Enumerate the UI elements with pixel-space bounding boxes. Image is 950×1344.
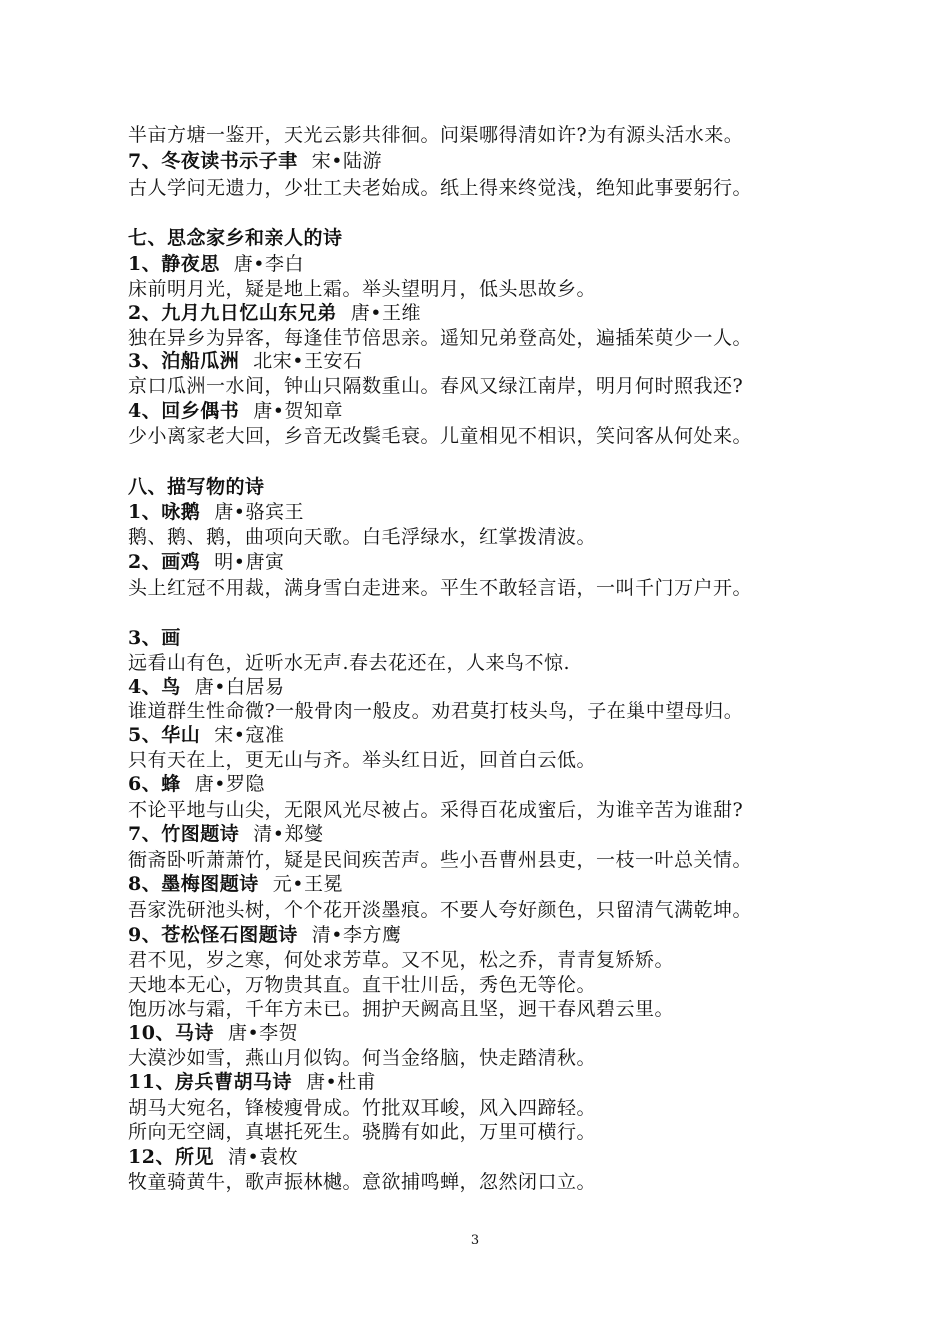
poem-author: 清•李方鹰 xyxy=(311,924,402,946)
poem-title: 9、苍松怪石图题诗 xyxy=(128,924,298,946)
poem-heading xyxy=(128,251,304,277)
poem-verse: 吾家洗研池头树，个个花开淡墨痕。不要人夸好颜色，只留清气满乾坤。 xyxy=(128,899,753,921)
section-heading: 七、思念家乡和亲人的诗 xyxy=(128,227,343,249)
poem-author: 宋•寇准 xyxy=(214,724,285,746)
poem-author: 清•袁枚 xyxy=(227,1146,299,1168)
poem-heading xyxy=(128,398,343,424)
poem-heading xyxy=(128,625,181,651)
poem-author: 唐•白居易 xyxy=(194,676,285,698)
poem-author: 唐•李白 xyxy=(233,253,304,275)
poem-verse: 独在异乡为异客，每逢佳节倍思亲。遥知兄弟登高处，遍插茱萸少一人。 xyxy=(128,327,753,349)
poem-verse: 君不见，岁之寒，何处求芳草。又不见，松之乔，青青复矫矫。 xyxy=(128,949,675,971)
poem-author: 明•唐寅 xyxy=(214,551,285,573)
poem-verse: 只有天在上，更无山与齐。举头红日近，回首白云低。 xyxy=(128,749,597,771)
poem-heading xyxy=(128,300,421,326)
poem-verse: 少小离家老大回，乡音无改鬓毛衰。儿童相见不相识，笑问客从何处来。 xyxy=(128,425,753,447)
poem-verse: 衙斋卧听萧萧竹，疑是民间疾苦声。些小吾曹州县吏，一枝一叶总关情。 xyxy=(128,849,753,871)
poem-verse: 天地本无心，万物贵其直。直干壮川岳，秀色无等伦。 xyxy=(128,974,597,996)
poem-title: 7、冬夜读书示子聿 xyxy=(128,150,298,172)
poem-author: 北宋•王安石 xyxy=(253,350,363,372)
poem-verse: 胡马大宛名，锋棱瘦骨成。竹批双耳峻，风入四蹄轻。 xyxy=(128,1097,597,1119)
poem-verse: 床前明月光，疑是地上霜。举头望明月，低头思故乡。 xyxy=(128,278,597,300)
poem-heading xyxy=(128,821,323,847)
poem-author: 清•郑燮 xyxy=(253,823,324,845)
page-number: 3 xyxy=(470,1233,480,1248)
section-heading: 八、描写物的诗 xyxy=(128,476,265,498)
poem-title: 2、画鸡 xyxy=(128,551,201,573)
poem-heading xyxy=(128,1020,298,1046)
poem-title: 2、九月九日忆山东兄弟 xyxy=(128,302,337,324)
poem-verse: 牧童骑黄牛，歌声振林樾。意欲捕鸣蝉，忽然闭口立。 xyxy=(128,1171,597,1193)
poem-heading xyxy=(128,922,401,948)
poem-title: 11、房兵曹胡马诗 xyxy=(128,1071,292,1093)
poem-heading xyxy=(128,148,382,174)
poem-author: 宋•陆游 xyxy=(311,150,382,172)
poem-title: 8、墨梅图题诗 xyxy=(128,873,259,895)
poem-author: 唐•李贺 xyxy=(227,1022,299,1044)
poem-heading xyxy=(128,722,284,748)
poem-author: 唐•杜甫 xyxy=(305,1071,377,1093)
poem-author: 唐•骆宾王 xyxy=(214,501,304,523)
poem-title: 3、泊船瓜洲 xyxy=(128,350,240,372)
poem-title: 10、马诗 xyxy=(128,1022,214,1044)
poem-heading xyxy=(128,871,343,897)
poem-verse: 饱历冰与霜，千年方未已。拥护天阙高且坚，迥干春风碧云里。 xyxy=(128,998,675,1020)
poem-author: 元•王冕 xyxy=(272,873,343,895)
poem-title: 1、咏鹅 xyxy=(128,501,201,523)
poem-heading xyxy=(128,499,304,525)
poem-author: 唐•贺知章 xyxy=(253,400,343,422)
poem-title: 12、所见 xyxy=(128,1146,214,1168)
poem-title: 1、静夜思 xyxy=(128,253,220,275)
poem-heading xyxy=(128,674,284,700)
poem-heading xyxy=(128,1144,298,1170)
poem-verse: 远看山有色，近听水无声.春去花还在，人来鸟不惊. xyxy=(128,652,571,674)
poem-author: 唐•王维 xyxy=(350,302,421,324)
poem-heading xyxy=(128,549,284,575)
poem-verse: 谁道群生性命微?一般骨肉一般皮。劝君莫打枝头鸟，子在巢中望母归。 xyxy=(128,700,744,722)
poem-title: 7、竹图题诗 xyxy=(128,823,240,845)
poem-heading xyxy=(128,1069,376,1095)
poem-verse: 鹅、鹅、鹅，曲项向天歌。白毛浮绿水，红掌拨清波。 xyxy=(128,526,597,548)
poem-heading xyxy=(128,771,265,797)
poem-title: 4、回乡偶书 xyxy=(128,400,240,422)
poem-title: 3、画 xyxy=(128,627,181,649)
poem-title: 6、蜂 xyxy=(128,773,181,795)
poem-title: 5、华山 xyxy=(128,724,201,746)
poem-author: 唐•罗隐 xyxy=(194,773,265,795)
poem-verse: 古人学问无遗力，少壮工夫老始成。纸上得来终觉浅，绝知此事要躬行。 xyxy=(128,177,753,199)
poem-verse: 头上红冠不用裁，满身雪白走进来。平生不敢轻言语，一叫千门万户开。 xyxy=(128,577,753,599)
poem-verse: 大漠沙如雪，燕山月似钩。何当金络脑，快走踏清秋。 xyxy=(128,1047,597,1069)
poem-verse: 京口瓜洲一水间，钟山只隔数重山。春风又绿江南岸，明月何时照我还? xyxy=(128,375,744,397)
poem-verse: 所向无空阔，真堪托死生。骁腾有如此，万里可横行。 xyxy=(128,1121,597,1143)
poem-heading xyxy=(128,348,362,374)
poem-verse: 半亩方塘一鉴开，天光云影共徘徊。问渠哪得清如许?为有源头活水来。 xyxy=(128,124,744,146)
poem-verse: 不论平地与山尖，无限风光尽被占。采得百花成蜜后，为谁辛苦为谁甜? xyxy=(128,799,744,821)
poem-title: 4、鸟 xyxy=(128,676,181,698)
